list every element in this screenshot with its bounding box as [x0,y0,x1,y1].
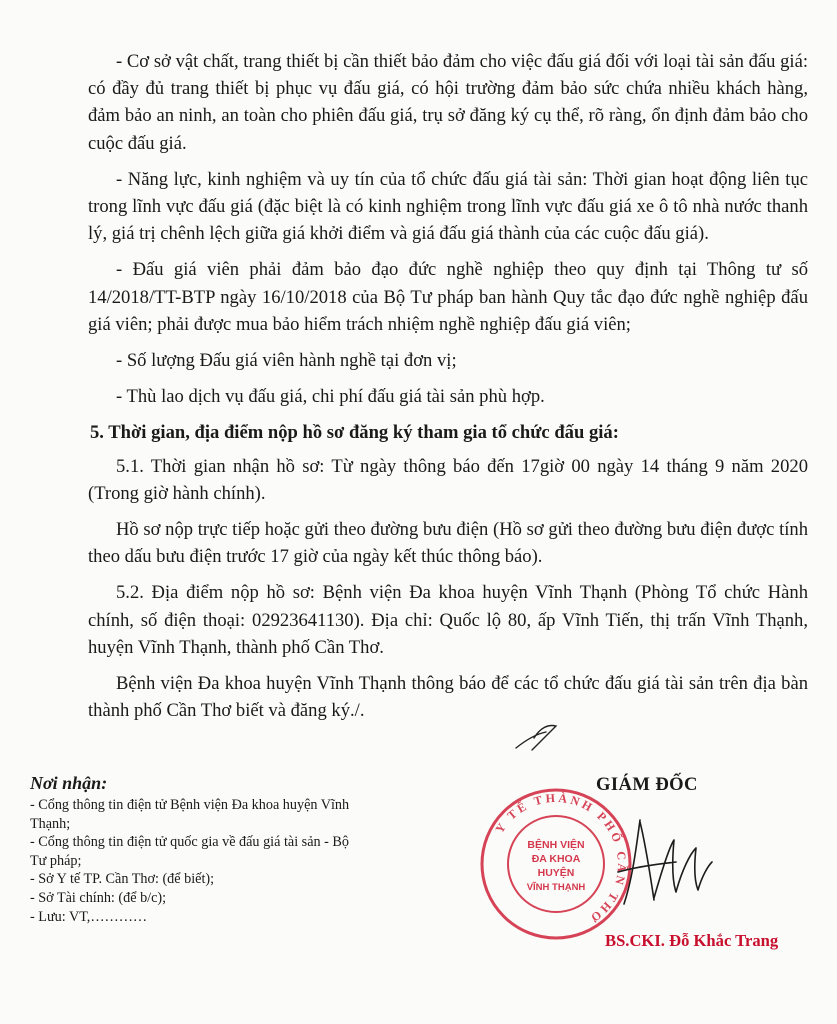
recipient-item: - Sở Tài chính: (để b/c); [30,889,167,906]
submission-method: Hồ sơ nộp trực tiếp hoặc gửi theo đường bưu điện (Hồ sơ gửi theo đường bưu điện được tính theo dấu bưu điện trước 17 giờ của ngày kết thúc thông báo). [88,519,808,568]
document-body [88,48,808,724]
director-title: GIÁM ĐỐC [596,774,698,795]
director-signature [610,810,715,910]
stamp-line-1: BỆNH VIỆN [527,839,585,851]
recipient-item: - Cổng thông tin điện tử quốc gia về đấu giá tài sản - Bộ Tư pháp; [30,834,349,869]
recipient-item: - Lưu: VT,………… [30,908,148,925]
stamp-line-2: ĐA KHOA [531,853,581,865]
recipients-block [30,772,350,926]
closing-statement: Bệnh viện Đa khoa huyện Vĩnh Thạnh thông báo để các tổ chức đấu giá tài sản trên địa bàn thành phố Cần Thơ biết và đăng ký./. [88,673,808,722]
criteria-fees: - Thù lao dịch vụ đấu giá, chi phí đấu giá tài sản phù hợp. [116,386,545,408]
stamp-line-3: HUYỆN [537,867,575,879]
criteria-facilities: - Cơ sở vật chất, trang thiết bị cần thiết bảo đảm cho việc đấu giá đối với loại tài sản đấu giá: có đầy đủ trang thiết bị phục vụ đấu giá, có hội trường đảm bảo sức chứa nhiều khách hàng, đảm bảo an ninh, an toàn cho phiên đấu giá, trụ sở đăng ký cụ thể, rõ ràng, ổn định đảm bảo cho cuộc đấu giá. [88,51,808,154]
stamp-outer-text: Y TẾ THÀNH PHỐ CẦN THƠ [492,790,630,927]
stamp-line-4: VĨNH THẠNH [526,882,586,893]
section-5-heading: 5. Thời gian, địa điểm nộp hồ sơ đăng ký tham gia tổ chức đấu giá: [90,422,619,444]
recipient-item: - Sở Y tế TP. Cần Thơ: (để biết); [30,871,215,888]
director-name: BS.CKI. Đỗ Khắc Trang [605,931,779,950]
initial-flourish [512,718,562,758]
recipient-item: - Cổng thông tin điện tử Bệnh viện Đa khoa huyện Vĩnh Thạnh; [30,797,350,832]
section-5-1-time: 5.1. Thời gian nhận hồ sơ: Từ ngày thông báo đến 17giờ 00 ngày 14 tháng 9 năm 2020 (Trong giờ hành chính). [88,455,808,504]
criteria-auctioneer-count: - Số lượng Đấu giá viên hành nghề tại đơn vị; [116,350,457,372]
section-5-2-location: 5.2. Địa điểm nộp hồ sơ: Bệnh viện Đa khoa huyện Vĩnh Thạnh (Phòng Tổ chức Hành chính, số điện thoại: 02923641130). Địa chỉ: Quốc lộ 80, ấp Vĩnh Tiến, thị trấn Vĩnh Thạnh, huyện Vĩnh Thạnh, thành phố Cần Thơ. [88,582,808,658]
criteria-auctioneer-ethics: - Đấu giá viên phải đảm bảo đạo đức nghề nghiệp theo quy định tại Thông tư số 14/2018/TT-BTP ngày 16/10/2018 của Bộ Tư pháp ban hành Quy tắc đạo đức nghề nghiệp đấu giá viên; phải được mua bảo hiểm trách nhiệm nghề nghiệp đấu giá viên; [88,259,808,335]
criteria-capacity: - Năng lực, kinh nghiệm và uy tín của tổ chức đấu giá tài sản: Thời gian hoạt động liên tục trong lĩnh vực đấu giá (đặc biệt là có kinh nghiệm trong lĩnh vực đấu giá xe ô tô nhà nước thanh lý, giá trị chênh lệch giữa giá khởi điểm và giá đấu giá thành của các cuộc đấu giá). [88,168,808,245]
recipients-title: Nơi nhận: [30,773,108,793]
